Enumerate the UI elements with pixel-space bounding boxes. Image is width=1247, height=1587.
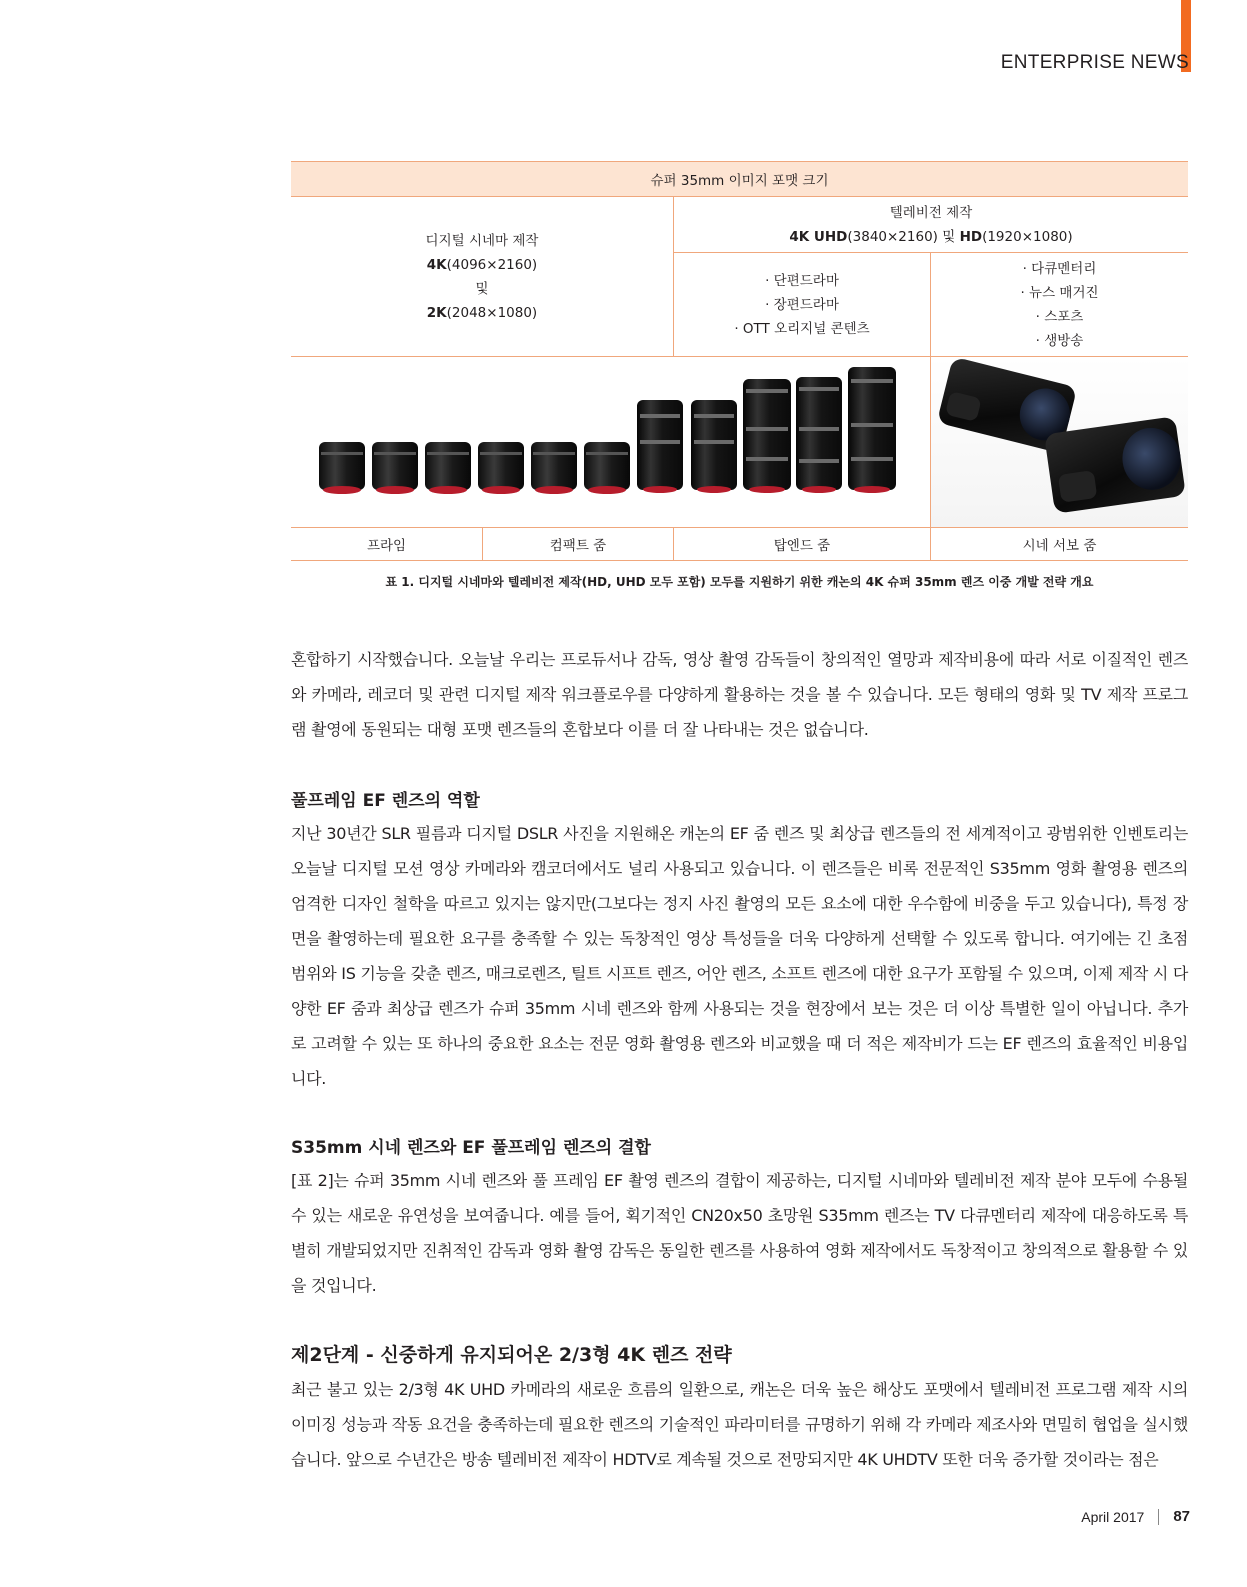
cinema-cell (291, 197, 674, 356)
list-item: · 단편드라마 (765, 272, 839, 289)
prime-lens-image (478, 442, 524, 490)
section-label: ENTERPRISE NEWS (1000, 52, 1189, 73)
list-item: · 장편드라마 (765, 296, 839, 313)
paragraph: 혼합하기 시작했습니다. 오늘날 우리는 프로듀서나 감독, 영상 촬영 감독들이 창의적인 열망과 제작비용에 따라 서로 이질적인 렌즈와 카메라, 레코더 및 관련 디지털 제작 워크플로우를 다양하게 활용하는 것을 볼 수 있습니다. 모든 형태의 영화 및 TV 제작 프로그램 촬영에 동원되는 대형 포맷 렌즈들의 혼합보다 이를 더 잘 나타내는 것은 없습니다. (291, 650, 1188, 739)
tv-res2: (1920×1080) (982, 228, 1073, 245)
top-end-zoom-lens-image (743, 379, 791, 490)
compact-zoom-lens-image (637, 400, 683, 490)
cinema-res1: (4096×2160) (446, 256, 538, 273)
list-item: · OTT 오리지널 콘텐츠 (734, 320, 870, 337)
table-caption: 표 1. 디지털 시네마와 텔레비전 제작(HD, UHD 모두 포함) 모두를 지원하기 위한 캐논의 4K 슈퍼 35mm 렌즈 이중 개발 전략 개요 (385, 575, 1094, 589)
prime-lens-image (584, 442, 630, 490)
tv-title: 텔레비전 제작 (889, 204, 973, 221)
label-prime: 프라임 (291, 528, 483, 560)
lens-strategy-table (291, 161, 1188, 590)
label-top-end-zoom: 탑엔드 줌 (674, 528, 931, 560)
table-title: 슈퍼 35mm 이미지 포맷 크기 (291, 161, 1188, 197)
issue-date: April 2017 (1081, 1508, 1145, 1525)
tv-genre-list (931, 253, 1188, 356)
cine-lens-photo (291, 357, 931, 527)
cine-servo-lens-photo (931, 357, 1188, 527)
top-end-zoom-lens-image (796, 377, 842, 490)
cinema-res2: (2048×1080) (446, 304, 538, 321)
tv-cell (674, 197, 1188, 253)
section-heading: 제2단계 - 신중하게 유지되어온 2/3형 4K 렌즈 전략 (291, 1344, 732, 1366)
section-heading: 풀프레임 EF 렌즈의 역할 (291, 791, 480, 811)
list-item: · 생방송 (1035, 332, 1084, 349)
footer-divider (1158, 1509, 1159, 1525)
section-heading: S35mm 시네 렌즈와 EF 풀프레임 렌즈의 결합 (291, 1138, 651, 1158)
list-item: · 다큐멘터리 (1022, 260, 1097, 277)
tv-res-bold1: 4K UHD (789, 228, 848, 245)
label-cine-servo-zoom: 시네 서보 줌 (1022, 538, 1097, 554)
label-compact-zoom: 컴팩트 줌 (483, 528, 674, 560)
prime-lens-image (372, 442, 418, 490)
prime-lens-image (319, 442, 365, 490)
page-footer (1081, 1508, 1190, 1525)
tv-drama-list (674, 253, 931, 356)
prime-lens-image (425, 442, 471, 490)
paragraph: [표 2]는 슈퍼 35mm 시네 렌즈와 풀 프레임 EF 촬영 렌즈의 결합이 제공하는, 디지털 시네마와 텔레비전 제작 분야 모두에 수용될 수 있는 새로운 유연성을 보여줍니다. 예를 들어, 획기적인 CN20x50 초망원 S35mm 렌즈는 TV 다큐멘터리 제작에 대응하도록 특별히 개발되었지만 진취적인 감독과 영화 촬영 감독은 동일한 렌즈를 사용하여 영화 제작에서도 독창적이고 창의적으로 활용할 수 있을 것입니다. (291, 1171, 1188, 1295)
list-item: · 스포츠 (1035, 308, 1084, 325)
tv-res-bold2: HD (959, 228, 983, 245)
cinema-conj: 및 (475, 280, 489, 297)
tv-res1: (3840×2160) 및 (847, 228, 960, 245)
paragraph: 최근 불고 있는 2/3형 4K UHD 카메라의 새로운 흐름의 일환으로, 캐논은 더욱 높은 해상도 포맷에서 텔레비전 프로그램 제작 시의 이미징 성능과 작동 요건을 충족하는데 필요한 렌즈의 기술적인 파라미터를 규명하기 위해 각 카메라 제조사와 면밀히 협업을 실시했습니다. 앞으로 수년간은 방송 텔레비전 제작이 HDTV로 계속될 것으로 전망되지만 4K UHDTV 또한 더욱 증가할 것이라는 점은 (291, 1380, 1188, 1469)
servo-lens-image (1044, 416, 1186, 514)
page-number: 87 (1173, 1508, 1190, 1525)
cinema-title: 디지털 시네마 제작 (425, 232, 539, 249)
top-end-zoom-lens-image (848, 367, 896, 490)
compact-zoom-lens-image (691, 400, 737, 490)
list-item: · 뉴스 매거진 (1020, 284, 1099, 301)
prime-lens-image (531, 442, 577, 490)
cinema-res2-bold: 2K (426, 304, 447, 321)
cinema-res1-bold: 4K (426, 256, 447, 273)
paragraph: 지난 30년간 SLR 필름과 디지털 DSLR 사진을 지원해온 캐논의 EF 줌 렌즈 및 최상급 렌즈들의 전 세계적이고 광범위한 인벤토리는 오늘날 디지털 모션 영상 카메라와 캠코더에서도 널리 사용되고 있습니다. 이 렌즈들은 비록 전문적인 S35mm 영화 촬영용 렌즈의 엄격한 디자인 철학을 따르고 있지는 않지만(그보다는 정지 사진 촬영의 모든 요소에 대한 우수함에 비중을 두고 있습니다), 특정 장면을 촬영하는데 필요한 요구를 충족할 수 있는 독창적인 영상 특성들을 더욱 다양하게 선택할 수 있도록 합니다. 여기에는 긴 초점 범위와 IS 기능을 갖춘 렌즈, 매크로렌즈, 틸트 시프트 렌즈, 어안 렌즈, 소프트 렌즈에 대한 요구가 포함될 수 있으며, 이제 제작 시 다양한 EF 줌과 최상급 렌즈가 슈퍼 35mm 시네 렌즈와 함께 사용되는 것을 현장에서 보는 것은 더 이상 특별한 일이 아닙니다. 추가로 고려할 수 있는 또 하나의 중요한 요소는 전문 영화 촬영용 렌즈와 비교했을 때 더 적은 제작비가 드는 EF 렌즈의 효율적인 비용입니다. (291, 824, 1188, 1088)
